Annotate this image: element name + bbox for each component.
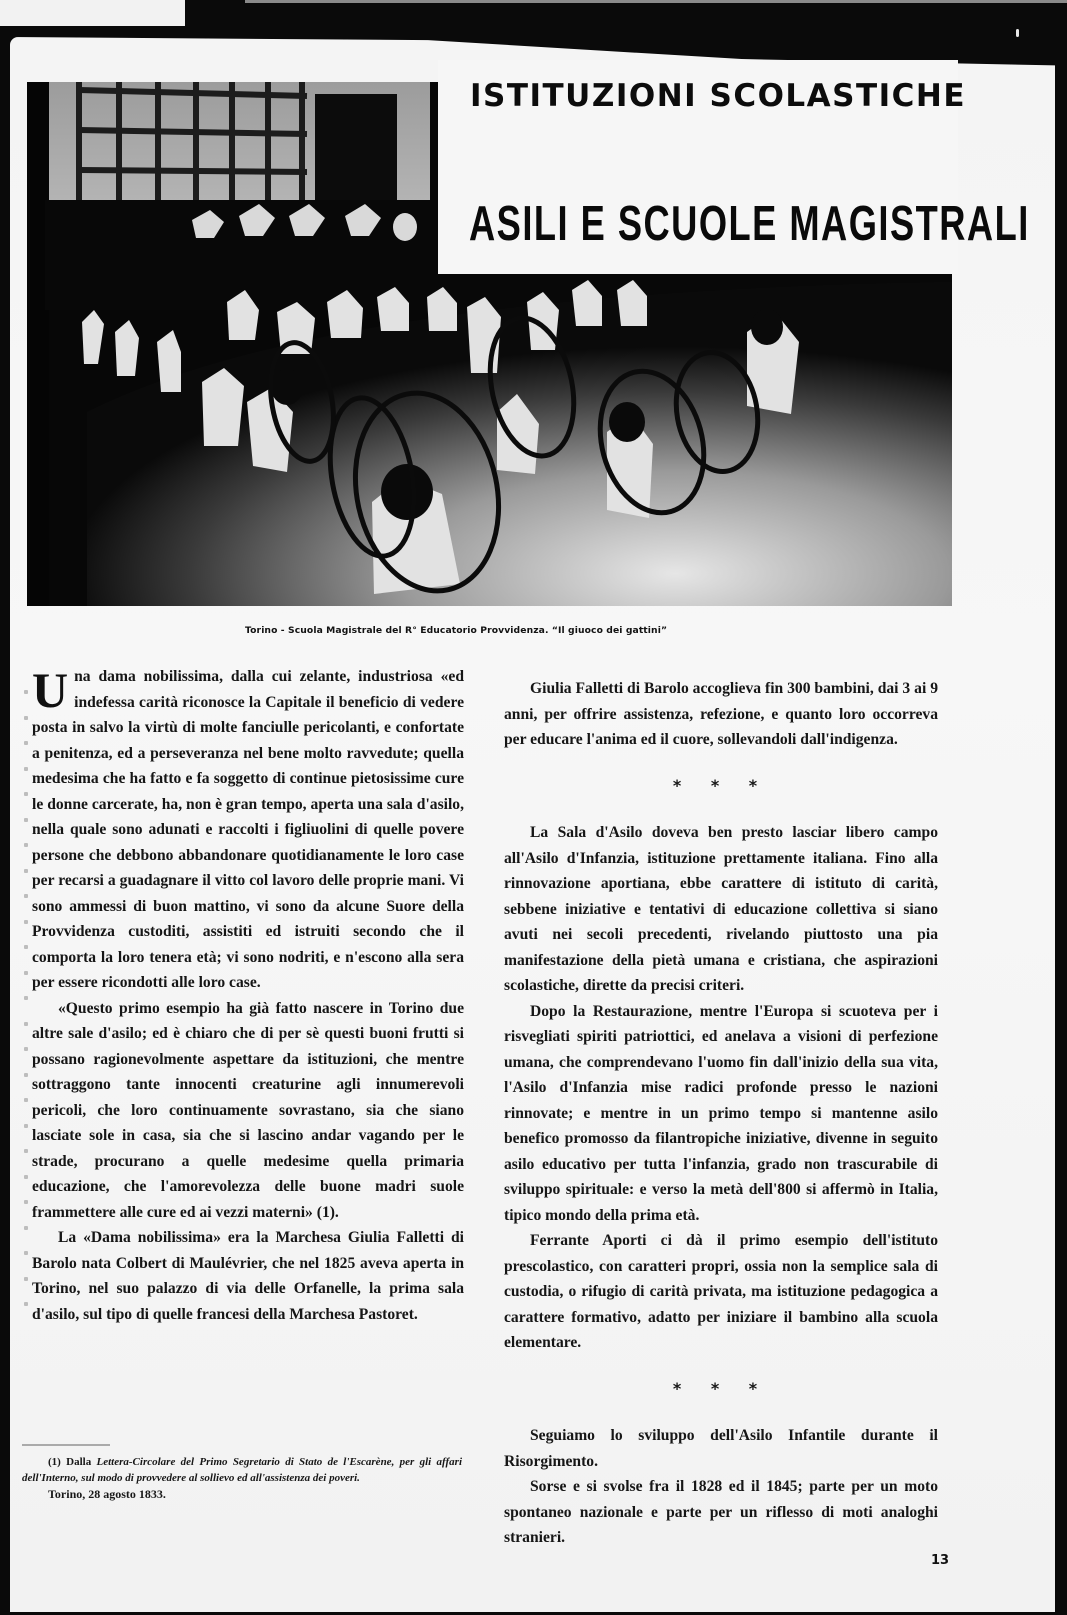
footnote-citation: Lettera-Circolare del Primo Segretario di Stato de l'Escarène, per gli affari dell'Interno, sul modo di provvedere al sollievo ed all'assistenza dei poveri. (22, 1456, 462, 1484)
scan-speck (1016, 29, 1019, 37)
scan-edge-top-left (0, 0, 185, 26)
article-paragraph: Sorse e si svolse fra il 1828 ed il 1845; parte per un moto spontaneo nazionale e parte per un riflesso di moti analoghi stranieri. (504, 1478, 938, 1546)
footnote-date: Torino, 28 agosto 1833. (48, 1487, 166, 1501)
section-break-asterisks: * * * (672, 775, 770, 795)
article-paragraph: Giulia Falletti di Barolo accoglieva fin 300 bambini, dai 3 ai 9 anni, per offrire assistenza, refezione, e quanto loro occorreva per educare l'anima ed il cuore, sollevandoli dall'indigenza. (504, 680, 938, 748)
section-break-asterisks: * * * (672, 1378, 770, 1398)
article-paragraph: Dopo la Restaurazione, mentre l'Europa si scuoteva per i risvegliati spiriti patriottici, ed anelava a visioni di perfezione umana, che comprendevano l'uomo fin dall'inizio della sua vita, l'Asilo d'Infanzia mise radici profonde presso le nazioni rinnovate; e mentre in un primo tempo si mantenne asilo benefico promosso da filantropiche iniziative, divenne in seguito asilo educativo per tutta l'infanzia, grado non trascurabile di sviluppo spirituale: e verso la metà dell'800 si affermò in Italia, tipico mondo della prima età. (504, 1002, 938, 1224)
page-number: 13 (931, 1553, 950, 1568)
article-paragraph: Seguiamo lo sviluppo dell'Asilo Infantile durante il Risorgimento. (504, 1427, 938, 1470)
photo-caption: Torino - Scuola Magistrale del R° Educatorio Provvidenza. “Il giuoco dei gattini” (245, 625, 668, 636)
article-paragraph: La «Dama nobilissima» era la Marchesa Giulia Falletti di Barolo nata Colbert di Maulévrier, che nel 1825 aveva aperta in Torino, nel suo palazzo di via delle Orfanelle, la prima sala d'asilo, sul tipo di quelle francesi della Marchesa Pastoret. (32, 1229, 464, 1323)
article-paragraph: La Sala d'Asilo doveva ben presto lasciar libero campo all'Asilo d'Infanzia, istituzione prettamente italiana. Fino alla rinnovazione aportiana, ebbe carattere di istituto di carità, sebbene iniziative e tentativi di educazione collettiva si siano avuti nei secoli precedenti, rivelando piuttosto una pia manifestazione della pietà umana e cristiana, che aspirazioni scolastiche, dirette da precisi criteri. (504, 824, 938, 994)
article-paragraph: «Questo primo esempio ha già fatto nascere in Torino due altre sale d'asilo; ed è chiaro che di per sè questi buoni frutti si possano ragionevolmente aspettare da istituzioni, che mentre sottraggono tante innocenti creaturine agli innumerevoli pericoli, che loro continuamente sovrastano, sia che siano lasciate sole in casa, sia che si lascino andar vagando per le strade, procurano a quelle medesime quella primaria educazione, che l'amorevolezza delle buone madri suole frammettere alle cure ed ai vezzi materni» (1). (32, 999, 464, 1221)
margin-quote-marks (24, 690, 30, 1330)
section-kicker: ISTITUZIONI SCOLASTICHE (470, 78, 967, 114)
article-paragraph: Ferrante Aporti ci dà il primo esempio dell'istituto prescolastico, con caratteri propri, ossia non la semplice sala di custodia, o rifugio di carità privata, ma istituzione pedagogica a carattere formativo, adatto per iniziare il bambino alla scuola elementare. (504, 1232, 938, 1351)
scan-edge-top-strip (245, 0, 1067, 3)
article-paragraph: Una dama nobilissima, dalla cui zelante, industriosa «ed indefessa carità riconosce la Capitale il beneficio di vedere posta in salvo la virtù di molte fanciulle pericolanti, e confortate a penitenza, ed a perseveranza nel bene molto ravvedute; quella medesima che ha fatto e fa soggetto di continue pietosissime cure le donne carcerate, ha, non è gran tempo, aperta una sala d'asilo, nella quale sono adunati e raccolti i figliuolini di quelle povere persone che debbono abbandonare quotidianamente le loro case per recarsi a guadagnare il vitto col lavoro delle proprie mani. Vi sono ammessi di buon mattino, vi sono da alcune Suore della Provvidenza custoditi, assistiti ed istruiti secondo che il comporta la loro tenera età; vi sono nodriti, e n'escono alla sera per essere ricondotti alle loro case. (32, 662, 464, 991)
footnote-divider (22, 1444, 110, 1446)
article-headline: ASILI E SCUOLE MAGISTRALI (469, 197, 1030, 251)
drop-cap: U (32, 662, 69, 718)
footnote (22, 1454, 462, 1502)
article-column-left (32, 664, 464, 1327)
footnote-marker: (1) Dalla (48, 1456, 92, 1468)
article-column-right (504, 676, 938, 1551)
